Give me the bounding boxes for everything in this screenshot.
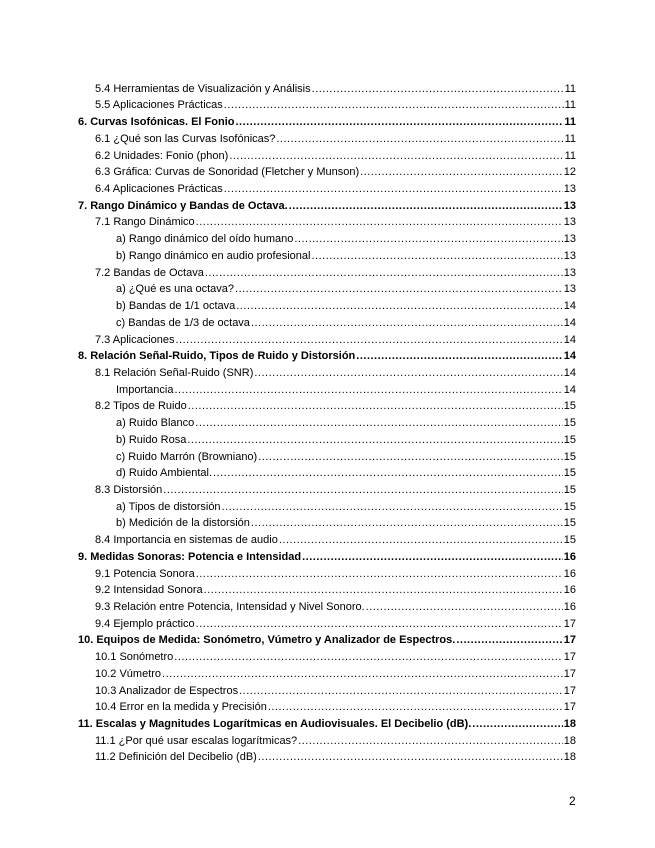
toc-entry-page: 13: [563, 216, 576, 229]
dot-leader: [213, 467, 563, 480]
toc-entry-label: 5.5 Aplicaciones Prácticas: [95, 99, 223, 112]
toc-entry[interactable]: [78, 96, 576, 113]
toc-entry[interactable]: [78, 514, 576, 531]
toc-entry[interactable]: [78, 79, 576, 96]
toc-entry-label: Importancia: [116, 383, 174, 396]
dot-leader: [224, 99, 564, 112]
toc-entry-label: b) Ruido Rosa: [116, 433, 187, 446]
toc-entry-page: 12: [563, 166, 576, 179]
toc-entry-label: 8. Relación Señal-Ruido, Tipos de Ruido y Distorsión: [78, 350, 356, 363]
toc-entry-label: 7.2 Bandas de Octava: [95, 266, 204, 279]
toc-entry-label: d) Ruido Ambiental.: [116, 467, 212, 480]
dot-leader: [188, 400, 563, 413]
toc-entry-page: 15: [563, 400, 576, 413]
toc-entry-page: 14: [563, 383, 576, 396]
toc-entry[interactable]: [78, 748, 576, 765]
dot-leader: [174, 651, 562, 664]
toc-entry-page: 11: [564, 116, 576, 129]
dot-leader: [187, 434, 562, 447]
dot-leader: [302, 551, 563, 564]
toc-entry-page: 16: [563, 567, 576, 580]
toc-entry[interactable]: [78, 380, 576, 397]
toc-entry-page: 13: [563, 249, 576, 262]
toc-entry[interactable]: [78, 179, 576, 196]
toc-entry[interactable]: [78, 280, 576, 297]
toc-entry-label: c) Bandas de 1/3 de octava: [116, 316, 250, 329]
toc-entry[interactable]: [78, 564, 576, 581]
toc-entry[interactable]: [78, 681, 576, 698]
dot-leader: [204, 584, 563, 597]
toc-entry-page: 15: [563, 517, 576, 530]
toc-entry[interactable]: [78, 213, 576, 230]
toc-entry-label: a) Tipos de distorsión: [116, 500, 221, 513]
toc-entry-page: 11: [564, 132, 576, 145]
toc-entry[interactable]: [78, 464, 576, 481]
toc-entry[interactable]: [78, 146, 576, 163]
toc-entry-label: 11.1 ¿Por qué usar escalas logarítmicas?: [95, 734, 298, 747]
toc-entry-label: b) Bandas de 1/1 octava: [116, 300, 236, 313]
toc-entry-page: 14: [563, 300, 576, 313]
toc-chapter[interactable]: [78, 714, 576, 731]
toc-entry-page: 13: [563, 266, 576, 279]
toc-entry[interactable]: [78, 480, 576, 497]
dot-leader: [162, 668, 563, 681]
toc-entry-page: 13: [563, 199, 576, 212]
toc-chapter[interactable]: [78, 631, 576, 648]
dot-leader: [174, 384, 562, 397]
dot-leader: [222, 501, 563, 514]
toc-entry-page: 15: [563, 417, 576, 430]
toc-entry-page: 18: [563, 751, 576, 764]
dot-leader: [311, 250, 562, 263]
dot-leader: [472, 718, 562, 731]
toc-entry-page: 15: [563, 467, 576, 480]
toc-entry-page: 14: [563, 350, 576, 363]
dot-leader: [163, 484, 562, 497]
dot-leader: [366, 601, 563, 614]
page-number: 2: [569, 794, 576, 808]
toc-entry-label: 10.1 Sonómetro: [95, 651, 174, 664]
toc-entry[interactable]: [78, 731, 576, 748]
dot-leader: [235, 116, 563, 129]
toc-entry-page: 17: [563, 634, 576, 647]
toc-entry-label: 7.1 Rango Dinámico: [95, 216, 195, 229]
dot-leader: [258, 451, 563, 464]
dot-leader: [360, 166, 563, 179]
toc-entry-label: b) Medición de la distorsión: [116, 517, 250, 530]
toc-entry[interactable]: [78, 413, 576, 430]
toc-entry-label: c) Ruido Marrón (Browniano): [116, 450, 258, 463]
toc-entry-label: 9.1 Potencia Sonora: [95, 567, 195, 580]
dot-leader: [254, 367, 562, 380]
table-of-contents: [78, 79, 576, 764]
toc-entry-page: 16: [563, 584, 576, 597]
toc-entry-page: 15: [563, 433, 576, 446]
toc-entry-label: 6.2 Unidades: Fonio (phon): [95, 149, 229, 162]
dot-leader: [196, 216, 563, 229]
toc-entry-page: 13: [563, 283, 576, 296]
toc-entry-label: 10.3 Analizador de Espectros: [95, 684, 239, 697]
toc-entry-page: 11: [564, 149, 576, 162]
toc-chapter[interactable]: [78, 547, 576, 564]
toc-entry[interactable]: [78, 397, 576, 414]
toc-entry-page: 15: [563, 483, 576, 496]
dot-leader: [195, 417, 562, 430]
toc-entry-label: 9.3 Relación entre Potencia, Intensidad y Nivel Sonoro.: [95, 601, 365, 613]
dot-leader: [251, 517, 563, 530]
toc-entry[interactable]: [78, 363, 576, 380]
toc-entry-page: 13: [563, 183, 576, 196]
toc-entry-page: 14: [563, 316, 576, 329]
toc-entry[interactable]: [78, 698, 576, 715]
toc-entry-page: 14: [563, 333, 576, 346]
toc-entry-label: 6.1 ¿Qué son las Curvas Isofónicas?: [95, 132, 276, 145]
toc-entry[interactable]: [78, 664, 576, 681]
toc-entry-page: 11: [564, 82, 576, 95]
dot-leader: [456, 634, 562, 647]
toc-entry[interactable]: [78, 597, 576, 614]
toc-entry[interactable]: [78, 647, 576, 664]
toc-entry-label: 8.3 Distorsión: [95, 483, 163, 496]
toc-entry-page: 18: [563, 734, 576, 747]
toc-entry-label: 9.2 Intensidad Sonora: [95, 584, 203, 597]
dot-leader: [196, 618, 563, 631]
toc-entry-label: 5.4 Herramientas de Visualización y Análisis: [95, 82, 311, 95]
toc-entry[interactable]: [78, 430, 576, 447]
toc-entry-label: a) ¿Qué es una octava?: [116, 283, 235, 296]
toc-entry-label: 10.2 Vúmetro: [95, 667, 162, 680]
toc-entry-label: 6. Curvas Isofónicas. El Fonio: [78, 116, 235, 129]
toc-entry-page: 17: [563, 701, 576, 714]
dot-leader: [176, 334, 563, 347]
toc-entry-page: 15: [563, 450, 576, 463]
toc-entry-page: 17: [563, 617, 576, 630]
toc-entry-page: 17: [563, 684, 576, 697]
dot-leader: [289, 200, 563, 213]
toc-entry-label: 8.1 Relación Señal-Ruido (SNR): [95, 366, 254, 379]
dot-leader: [196, 568, 563, 581]
toc-entry-label: 8.4 Importancia en sistemas de audio: [95, 534, 278, 547]
dot-leader: [268, 701, 563, 714]
toc-entry-label: 9.4 Ejemplo práctico: [95, 617, 195, 630]
toc-chapter[interactable]: [78, 112, 576, 129]
toc-entry[interactable]: [78, 497, 576, 514]
dot-leader: [312, 83, 564, 96]
toc-entry[interactable]: [78, 581, 576, 598]
toc-entry-page: 16: [563, 601, 576, 613]
dot-leader: [251, 317, 563, 330]
toc-entry[interactable]: [78, 614, 576, 631]
dot-leader: [294, 233, 562, 246]
toc-entry-label: 11. Escalas y Magnitudes Logarítmicas en Audiovisuales. El Decibelio (dB).: [78, 718, 472, 731]
toc-entry[interactable]: [78, 330, 576, 347]
toc-entry[interactable]: [78, 263, 576, 280]
dot-leader: [258, 751, 563, 764]
toc-entry-label: 7.3 Aplicaciones: [95, 333, 175, 346]
toc-entry-page: 13: [563, 233, 576, 246]
toc-entry-page: 15: [563, 534, 576, 547]
toc-entry-label: 10. Equipos de Medida: Sonómetro, Vúmetro y Analizador de Espectros.: [78, 634, 456, 647]
toc-entry-page: 18: [563, 718, 576, 731]
toc-entry[interactable]: [78, 296, 576, 313]
toc-entry-page: 15: [563, 500, 576, 513]
toc-entry[interactable]: [78, 447, 576, 464]
toc-entry[interactable]: [78, 313, 576, 330]
toc-entry[interactable]: [78, 163, 576, 180]
toc-entry[interactable]: [78, 229, 576, 246]
toc-entry-label: 6.4 Aplicaciones Prácticas: [95, 183, 223, 196]
dot-leader: [276, 133, 563, 146]
dot-leader: [229, 150, 563, 163]
toc-entry-page: 17: [563, 651, 576, 664]
toc-entry[interactable]: [78, 530, 576, 547]
toc-chapter[interactable]: [78, 196, 576, 213]
toc-entry-label: b) Rango dinámico en audio profesional: [116, 249, 311, 262]
dot-leader: [236, 300, 563, 313]
toc-entry-page: 17: [563, 667, 576, 680]
toc-entry-label: a) Ruido Blanco: [116, 417, 195, 430]
toc-entry-label: 7. Rango Dinámico y Bandas de Octava.: [78, 199, 288, 212]
toc-chapter[interactable]: [78, 347, 576, 364]
toc-entry-label: a) Rango dinámico del oído humano: [116, 233, 294, 246]
toc-entry-label: 11.2 Definición del Decibelio (dB): [95, 751, 257, 764]
dot-leader: [239, 685, 563, 698]
dot-leader: [205, 267, 563, 280]
toc-entry-label: 9. Medidas Sonoras: Potencia e Intensidad: [78, 550, 302, 563]
toc-entry-page: 14: [563, 366, 576, 379]
dot-leader: [298, 735, 563, 748]
toc-entry-page: 11: [564, 99, 576, 112]
dot-leader: [279, 534, 563, 547]
toc-entry-label: 6.3 Gráfica: Curvas de Sonoridad (Fletcher y Munson): [95, 166, 360, 179]
toc-entry-label: 10.4 Error en la medida y Precisión: [95, 701, 267, 714]
toc-entry-page: 16: [563, 550, 576, 563]
toc-entry[interactable]: [78, 246, 576, 263]
dot-leader: [356, 350, 562, 363]
dot-leader: [224, 183, 563, 196]
dot-leader: [235, 283, 563, 296]
toc-entry-label: 8.2 Tipos de Ruido: [95, 400, 187, 413]
toc-entry[interactable]: [78, 129, 576, 146]
